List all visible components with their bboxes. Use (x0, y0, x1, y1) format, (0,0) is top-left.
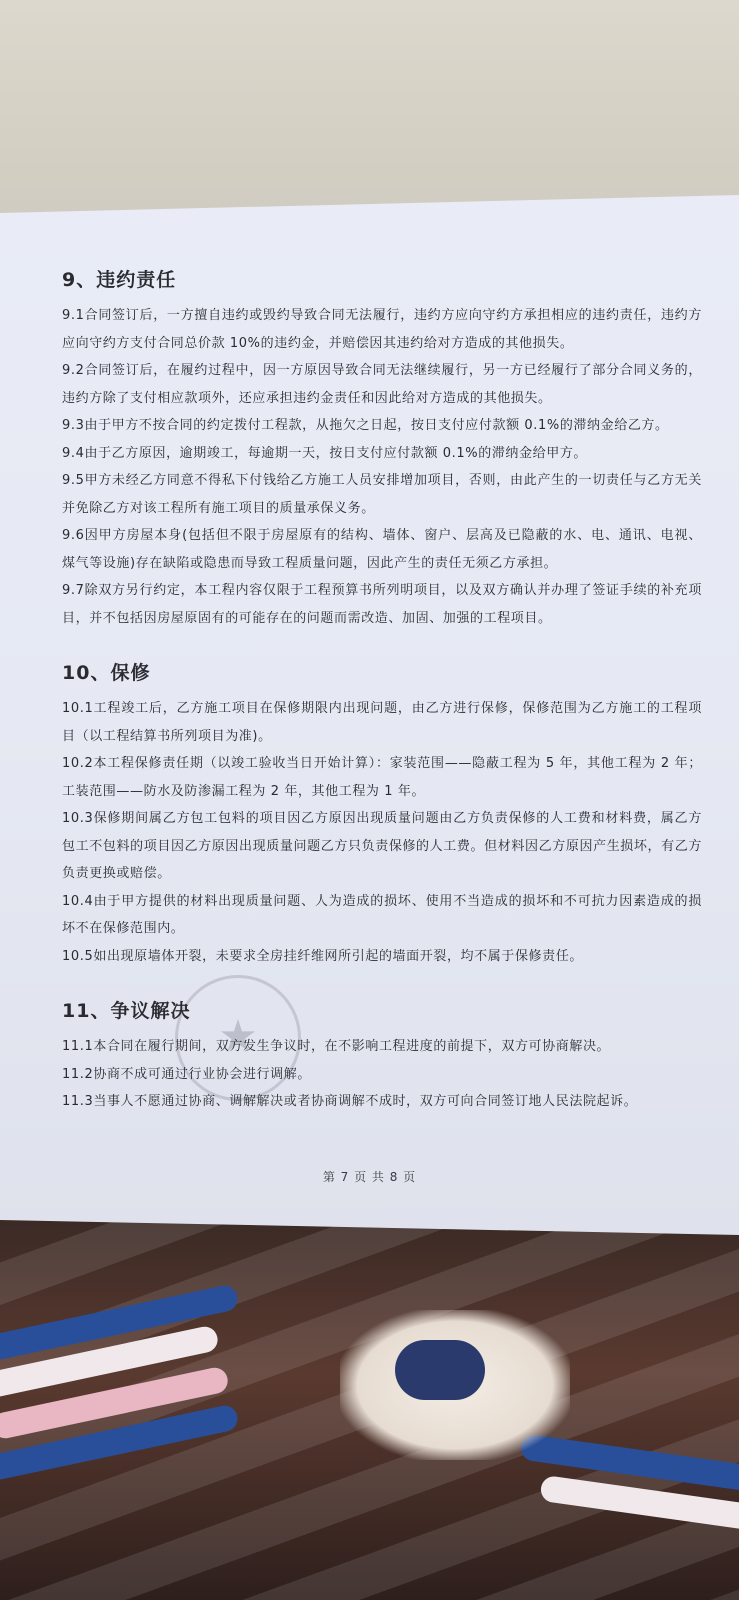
background-wall (0, 0, 739, 230)
section-gap (62, 632, 702, 658)
section-heading: 10、保修 (62, 662, 151, 684)
clause-11-3: 11.3当事人不愿通过协商、调解解决或者协商调解不成时，双方可向合同签订地人民法院起诉。 (62, 1094, 638, 1109)
blanket-motif (395, 1340, 485, 1400)
clause-9-1: 9.1合同签订后，一方擅自违约或毁约导致合同无法履行，违约方应向守约方承担相应的违约责任，违约方应向守约方支付合同总价款 10%的违约金，并赔偿因其违约给对方造成的其他损失。 (62, 308, 702, 351)
clause-10-2: 10.2本工程保修责任期（以竣工验收当日开始计算）：家装范围——隐蔽工程为 5 年，其他工程为 2 年；工装范围——防水及防渗漏工程为 2 年，其他工程为 1 年。 (62, 756, 702, 799)
clause-10-5: 10.5如出现原墙体开裂，未要求全房挂纤维网所引起的墙面开裂，均不属于保修责任。 (62, 948, 583, 964)
clause-9-7: 9.7除双方另行约定，本工程内容仅限于工程预算书所列明项目，以及双方确认并办理了签证手续的补充项目，并不包括因房屋原固有的可能存在的问题而需改造、加固、加强的工程项目。 (62, 583, 702, 626)
clause-11-1: 11.1本合同在履行期间，双方发生争议时，在不影响工程进度的前提下，双方可协商解决。 (62, 1039, 611, 1054)
clause-11-2: 11.2协商不成可通过行业协会进行调解。 (62, 1066, 311, 1082)
contract-content (62, 265, 702, 1116)
section-heading: 9、违约责任 (62, 269, 177, 291)
page-number: 第 7 页 共 8 页 (322, 1170, 417, 1184)
clause-9-4: 9.4由于乙方原因，逾期竣工，每逾期一天，按日支付应付款额 0.1%的滞纳金给甲方。 (62, 445, 588, 461)
clause-9-3: 9.3由于甲方不按合同的约定拨付工程款，从拖欠之日起，按日支付应付款额 0.1%的滞纳金给乙方。 (62, 418, 669, 433)
clause-10-3: 10.3保修期间属乙方包工包料的项目因乙方原因出现质量问题由乙方负责保修的人工费和材料费，属乙方包工不包料的项目因乙方原因出现质量问题乙方只负责保修的人工费。但材料因乙方原因产生损坏，有乙方负责更换或赔偿。 (62, 811, 702, 881)
clause-10-4: 10.4由于甲方提供的材料出现质量问题、人为造成的损坏、使用不当造成的损坏和不可抗力因素造成的损坏不在保修范围内。 (62, 893, 702, 936)
stamp-seal: ★ (175, 975, 301, 1101)
section-heading: 11、争议解决 (62, 1000, 191, 1022)
section-gap (62, 970, 702, 996)
clause-9-2: 9.2合同签订后，在履约过程中，因一方原因导致合同无法继续履行，另一方已经履行了部分合同义务的，违约方除了支付相应款项外，还应承担违约金责任和因此给对方造成的其他损失。 (62, 363, 702, 406)
clause-9-6: 9.6因甲方房屋本身(包括但不限于房屋原有的结构、墙体、窗户、层高及已隐蔽的水、电、通讯、电视、煤气等设施)存在缺陷或隐患而导致工程质量问题，因此产生的责任无须乙方承担。 (62, 528, 702, 571)
clause-9-5: 9.5甲方未经乙方同意不得私下付钱给乙方施工人员安排增加项目，否则，由此产生的一切责任与乙方无关并免除乙方对该工程所有施工项目的质量承保义务。 (62, 473, 702, 516)
clause-10-1: 10.1工程竣工后，乙方施工项目在保修期限内出现问题，由乙方进行保修，保修范围为乙方施工的工程项目（以工程结算书所列项目为准)。 (62, 701, 702, 744)
